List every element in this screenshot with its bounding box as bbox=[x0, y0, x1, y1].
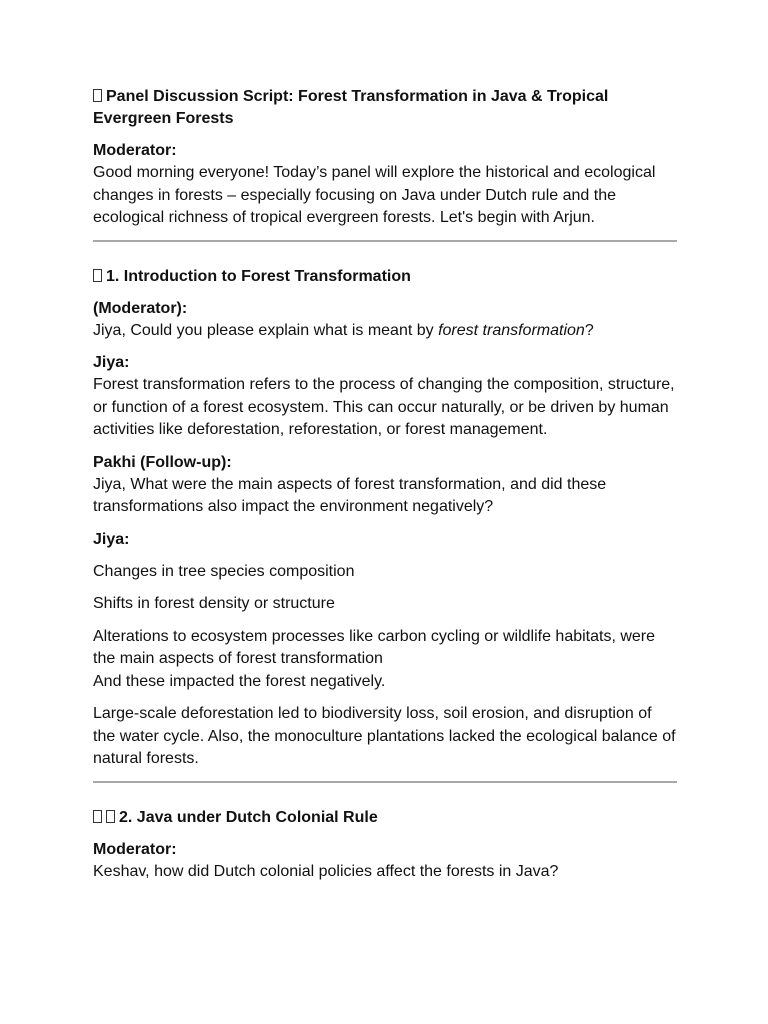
question-emphasis: forest transformation bbox=[438, 321, 585, 339]
question-block bbox=[93, 839, 677, 884]
document-page bbox=[93, 86, 677, 893]
section-divider bbox=[93, 240, 677, 242]
section-heading-2 bbox=[93, 807, 677, 829]
section-divider bbox=[93, 781, 677, 783]
section-heading-1 bbox=[93, 266, 677, 288]
answer-line: And these impacted the forest negatively. bbox=[93, 672, 386, 690]
globe-icon bbox=[93, 269, 102, 282]
document-icon bbox=[93, 89, 102, 102]
question-text-part: Jiya, Could you please explain what is meant by bbox=[93, 321, 439, 339]
answer-block bbox=[93, 352, 677, 442]
answer-line: Alterations to ecosystem processes like carbon cycling or wildlife habitats, were the main aspects of forest transformation bbox=[93, 627, 656, 667]
answer-line: Large-scale deforestation led to biodiversity loss, soil erosion, and disruption of the water cycle. Also, the monoculture plantations lacked the ecological balance of natural forests. bbox=[93, 705, 676, 767]
flag-icon bbox=[93, 810, 102, 823]
question-block bbox=[93, 452, 677, 519]
section-heading-text: 1. Introduction to Forest Transformation bbox=[106, 267, 411, 285]
speaker-label: (Moderator): bbox=[93, 299, 188, 317]
section-heading-text: 2. Java under Dutch Colonial Rule bbox=[119, 808, 378, 826]
answer-text: Forest transformation refers to the process of changing the composition, structure, or function of a forest ecosystem. This can occur naturally, or be driven by human activities like deforestation, reforestation, or forest management. bbox=[93, 376, 675, 438]
question-text-part: ? bbox=[584, 321, 594, 339]
document-title-text: Panel Discussion Script: Forest Transformation in Java & Tropical Evergreen Forests bbox=[93, 88, 609, 127]
document-title bbox=[93, 86, 677, 130]
answer-line: Shifts in forest density or structure bbox=[93, 595, 335, 612]
question-text: Keshav, how did Dutch colonial policies affect the forests in Java? bbox=[93, 862, 559, 880]
intro-block bbox=[93, 140, 677, 230]
question-text: Jiya, What were the main aspects of forest transformation, and did these transformations also impact the environment negatively? bbox=[93, 475, 607, 515]
speaker-label: Moderator: bbox=[93, 840, 177, 858]
question-text bbox=[93, 320, 677, 343]
speaker-label: Moderator: bbox=[93, 142, 177, 159]
question-block bbox=[93, 298, 677, 343]
speaker-label: Jiya: bbox=[93, 530, 130, 548]
flag-icon bbox=[106, 810, 115, 823]
answer-line: Changes in tree species composition bbox=[93, 562, 355, 580]
speaker-label: Pakhi (Follow-up): bbox=[93, 453, 232, 471]
speaker-label: Jiya: bbox=[93, 354, 130, 371]
intro-text: Good morning everyone! Today’s panel will explore the historical and ecological changes in forests – especially focusing on Java under Dutch rule and the ecological richness of tropical evergreen forests. Let's begin with Arjun. bbox=[93, 164, 656, 226]
